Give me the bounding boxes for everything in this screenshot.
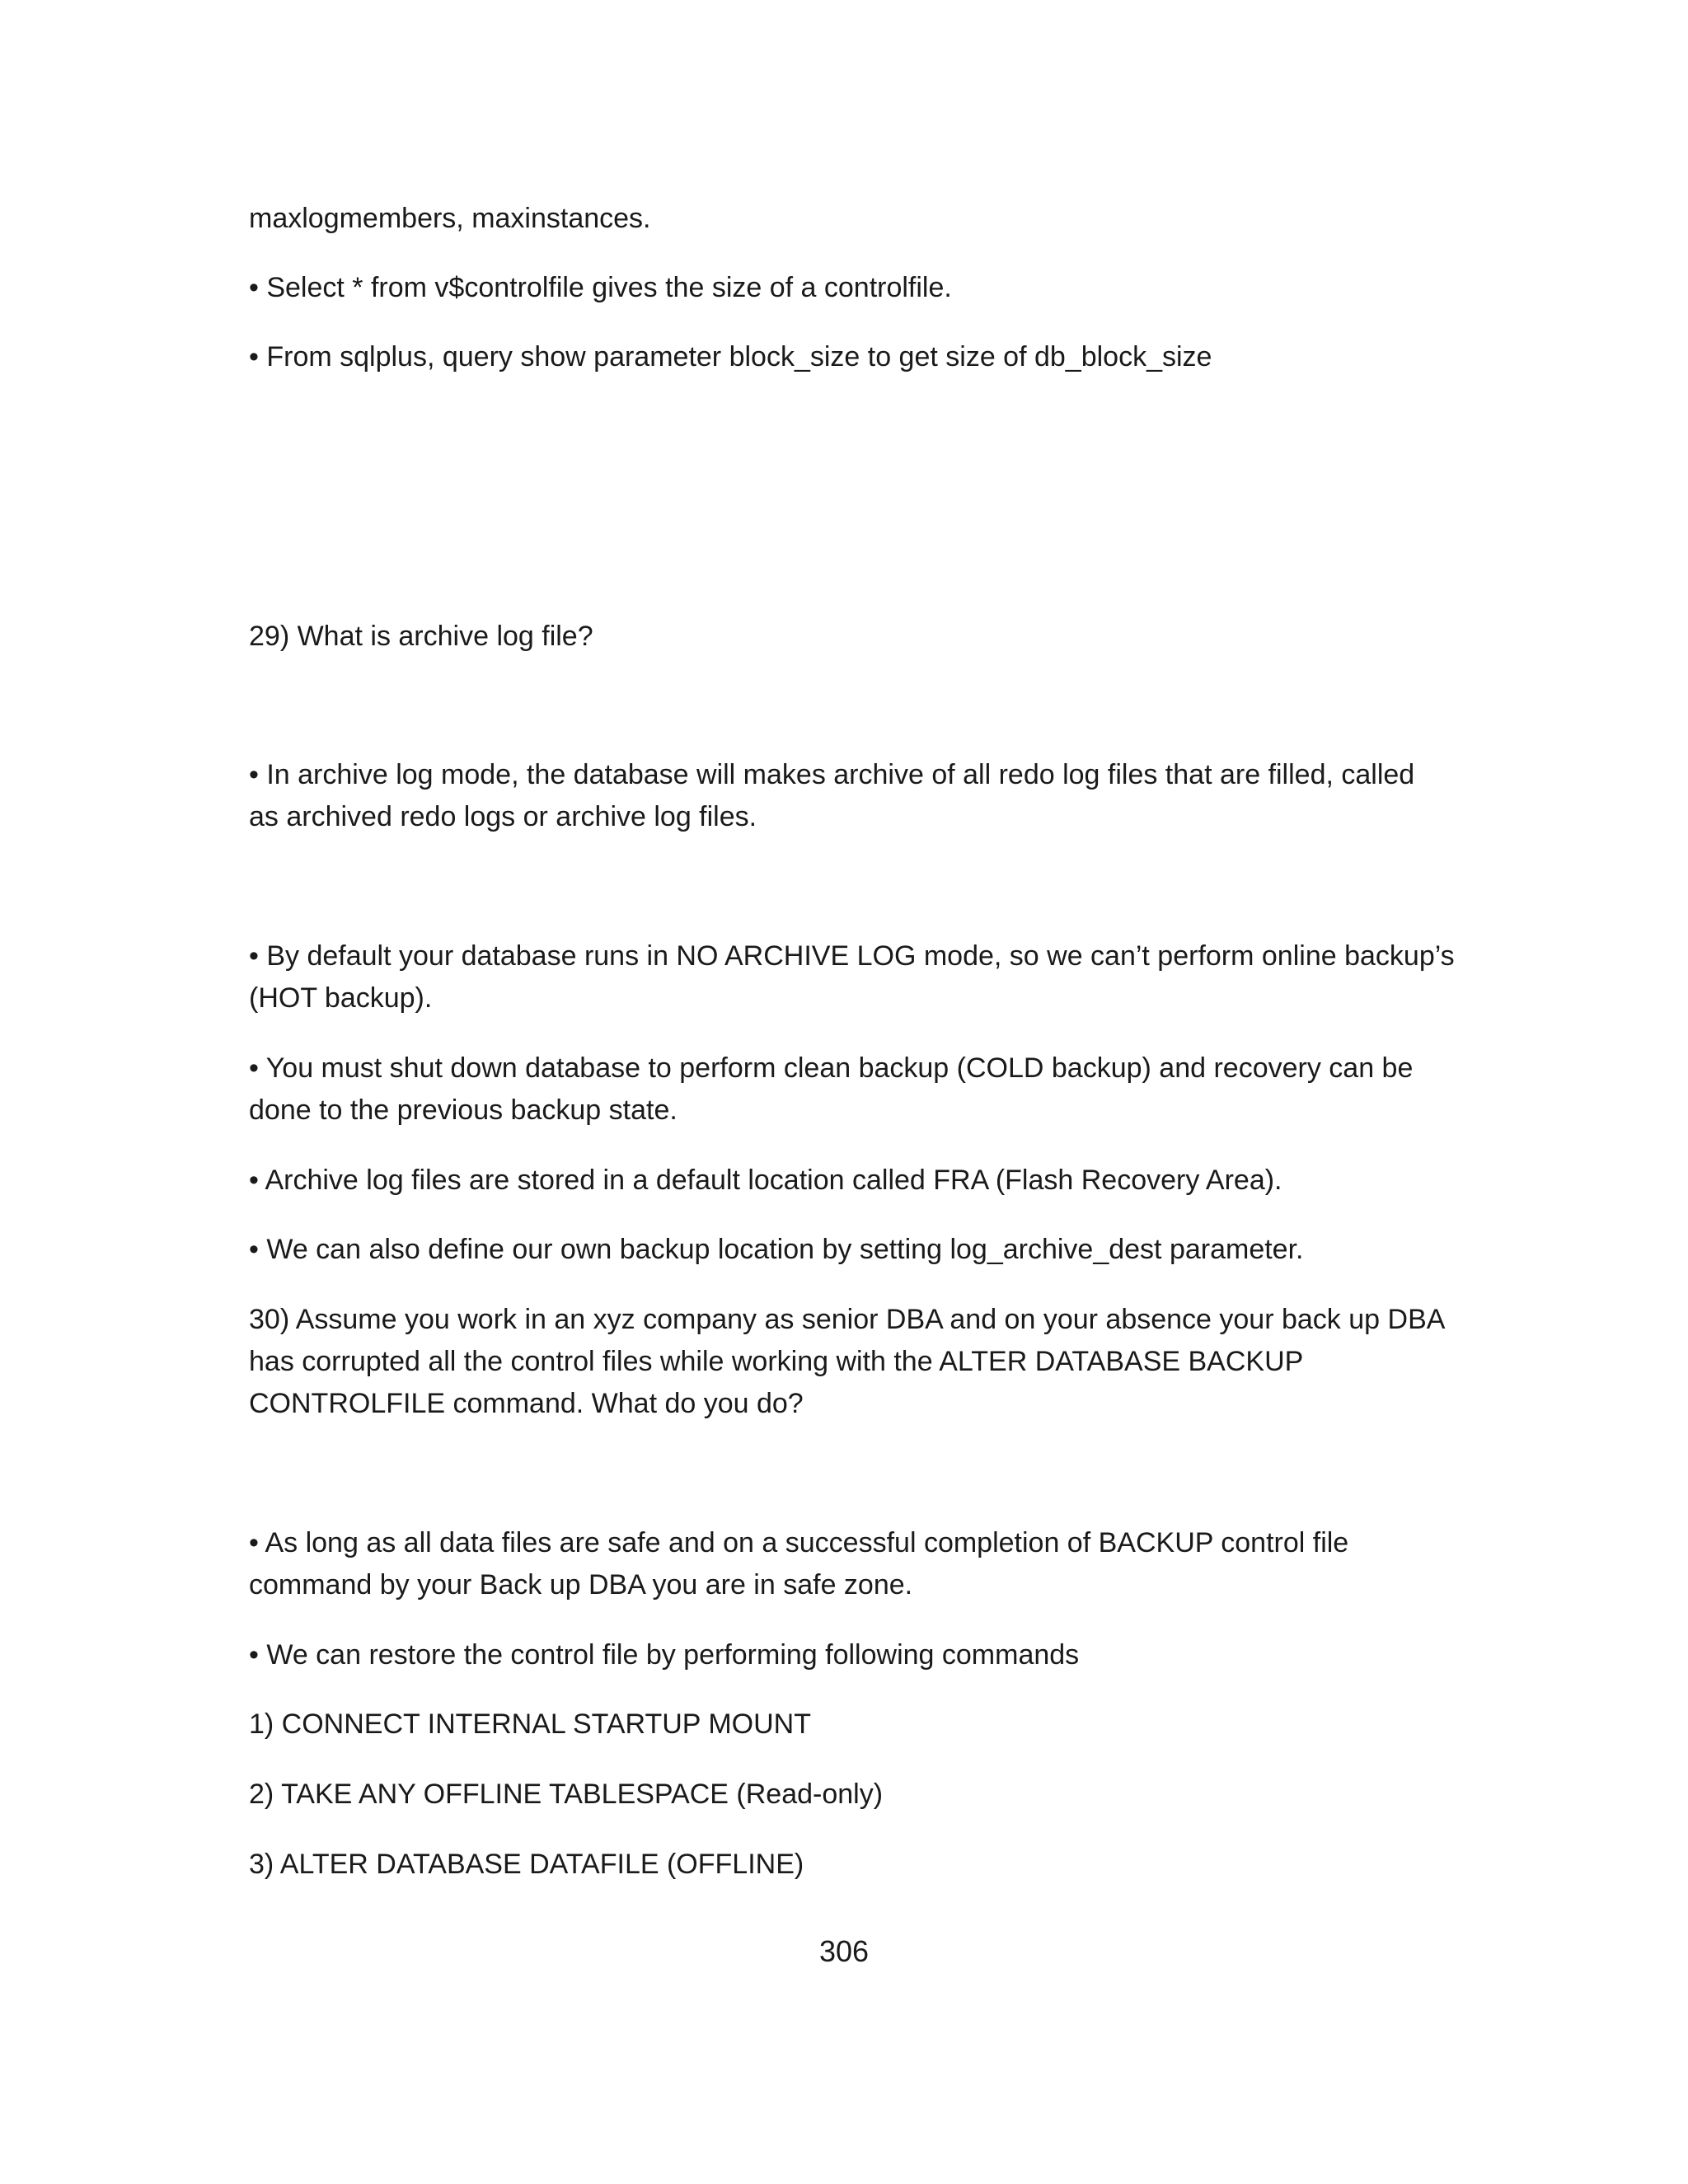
page-number: 306 (818, 1934, 870, 1968)
text-line: as archived redo logs or archive log files. (249, 801, 757, 832)
numbered-step: 3) ALTER DATABASE DATAFILE (OFFLINE) (249, 1849, 804, 1880)
bullet-item: • By default your database runs in NO ARCHIVE LOG mode, so we can’t perform online backup’s (249, 940, 1455, 972)
text-line: maxlogmembers, maxinstances. (249, 203, 651, 234)
question-heading: 30) Assume you work in an xyz company as senior DBA and on your absence your back up DBA (249, 1304, 1446, 1335)
bullet-item: • You must shut down database to perform clean backup (COLD backup) and recovery can be (249, 1052, 1414, 1084)
bullet-item: • Select * from v$controlfile gives the size of a controlfile. (249, 272, 952, 303)
text-line: done to the previous backup state. (249, 1094, 678, 1126)
numbered-step: 1) CONNECT INTERNAL STARTUP MOUNT (249, 1708, 811, 1740)
bullet-item: • We can also define our own backup location by setting log_archive_dest parameter. (249, 1234, 1304, 1265)
text-line: (HOT backup). (249, 982, 433, 1014)
bullet-item: • As long as all data files are safe and on a successful completion of BACKUP control file (249, 1527, 1349, 1558)
bullet-item: • In archive log mode, the database will makes archive of all redo log files that are filled, called (249, 759, 1415, 790)
text-line: command by your Back up DBA you are in safe zone. (249, 1569, 913, 1601)
question-heading: 29) What is archive log file? (249, 621, 593, 652)
bullet-item: • From sqlplus, query show parameter block_size to get size of db_block_size (249, 341, 1212, 373)
bullet-item: • Archive log files are stored in a default location called FRA (Flash Recovery Area). (249, 1165, 1282, 1196)
question-heading: CONTROLFILE command. What do you do? (249, 1388, 804, 1419)
bullet-item: • We can restore the control file by performing following commands (249, 1639, 1080, 1671)
numbered-step: 2) TAKE ANY OFFLINE TABLESPACE (Read-only) (249, 1779, 884, 1810)
question-heading: has corrupted all the control files while working with the ALTER DATABASE BACKUP (249, 1346, 1304, 1377)
